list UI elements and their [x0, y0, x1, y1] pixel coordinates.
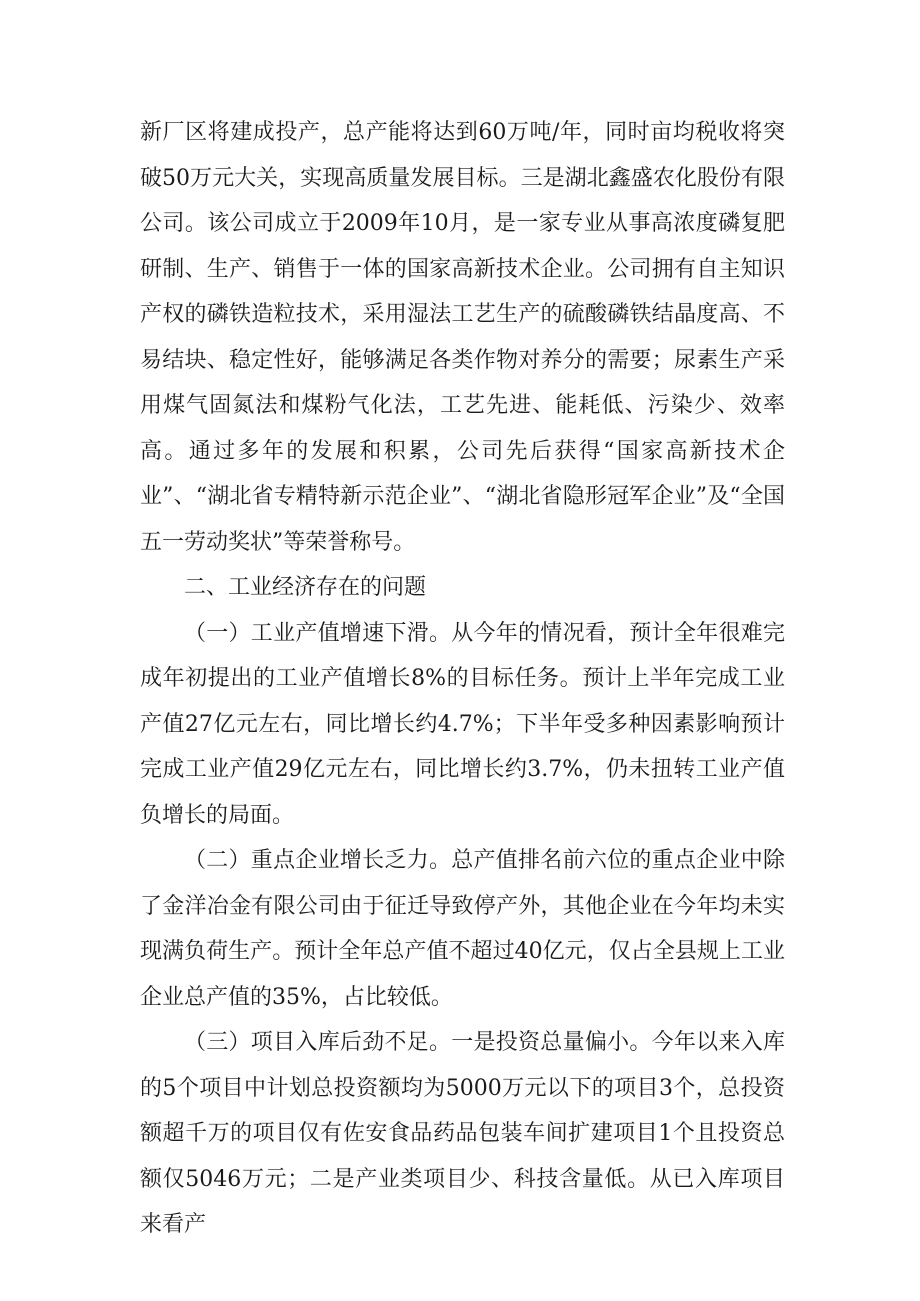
document-body	[140, 110, 785, 1248]
paragraph-continuation: 新厂区将建成投产，总产能将达到60万吨/年，同时亩均税收将突破50万元大关，实现高质量发展目标。三是湖北鑫盛农化股份有限公司。该公司成立于2009年10月，是一家专业从事高浓度磷复肥研制、生产、销售于一体的国家高新技术企业。公司拥有自主知识产权的磷铁造粒技术，采用湿法工艺生产的硫酸磷铁结晶度高、不易结块、稳定性好，能够满足各类作物对养分的需要；尿素生产采用煤气固氮法和煤粉气化法，工艺先进、能耗低、污染少、效率高。通过多年的发展和积累，公司先后获得“国家高新技术企业”、“湖北省专精特新示范企业”、“湖北省隐形冠军企业”及“全国五一劳动奖状”等荣誉称号。	[140, 120, 785, 555]
paragraph-growth-decline: （一）工业产值增速下滑。从今年的情况看，预计全年很难完成年初提出的工业产值增长8%的目标任务。预计上半年完成工业产值27亿元左右，同比增长约4.7%；下半年受多种因素影响预计完成工业产值29亿元左右，同比增长约3.7%，仍未扭转工业产值负增长的局面。	[140, 620, 785, 828]
paragraph-project-intake: （三）项目入库后劲不足。一是投资总量偏小。今年以来入库的5个项目中计划总投资额均为5000万元以下的项目3个，总投资额超千万的项目仅有佐安食品药品包装车间扩建项目1个且投资总额仅5046万元；二是产业类项目少、科技含量低。从已入库项目来看产	[140, 1030, 785, 1237]
paragraph-key-enterprises: （二）重点企业增长乏力。总产值排名前六位的重点企业中除了金洋冶金有限公司由于征迁导致停产外，其他企业在今年均未实现满负荷生产。预计全年总产值不超过40亿元，仅占全县规上工业企业总产值的35%，占比较低。	[140, 848, 785, 1010]
section-heading: 二、工业经济存在的问题	[184, 575, 427, 600]
